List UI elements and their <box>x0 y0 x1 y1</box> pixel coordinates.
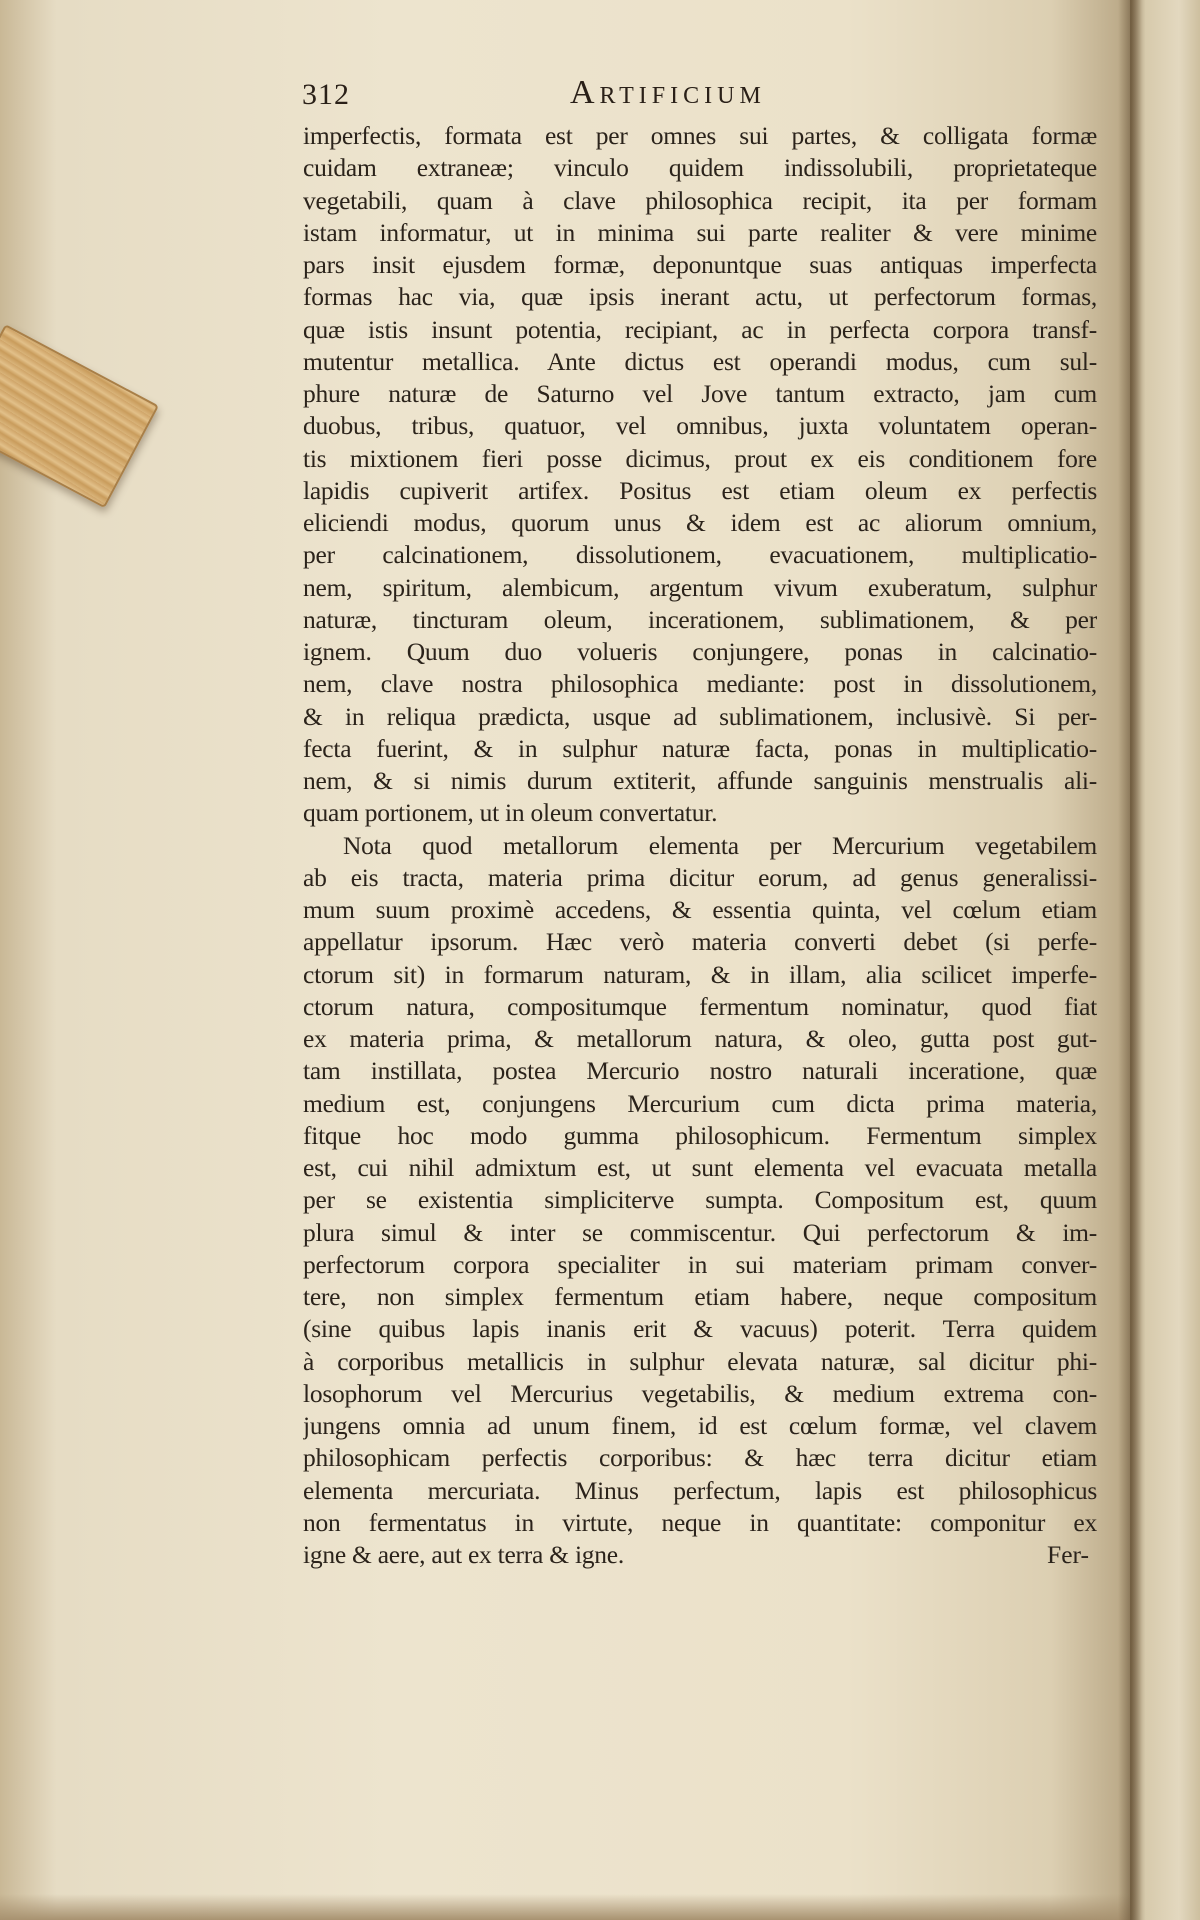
page-number: 312 <box>302 78 350 111</box>
text-line: à corporibus metallicis in sulphur elevata naturæ, sal dicitur phi- <box>303 1346 1097 1376</box>
text-line: tere, non simplex fermentum etiam habere, neque compositum <box>303 1282 1097 1311</box>
text-line: & in reliqua prædicta, usque ad sublimationem, inclusivè. Si per- <box>303 701 1097 731</box>
text-line: ctorum natura, compositumque fermentum nominatur, quod fiat <box>303 991 1097 1021</box>
page-bottom-edge <box>0 1894 1130 1920</box>
text-line: mum suum proximè accedens, & essentia quinta, vel cœlum etiam <box>303 895 1097 924</box>
text-line: tam instillata, postea Mercurio nostro naturali inceratione, quæ <box>303 1056 1097 1086</box>
text-line: fecta fuerint, & in sulphur naturæ facta, ponas in multiplicatio- <box>303 733 1097 763</box>
text-line: perfectorum corpora specialiter in sui materiam primam conver- <box>303 1249 1097 1279</box>
text-line: appellatur ipsorum. Hæc verò materia converti debet (si perfe- <box>303 927 1097 957</box>
text-line: ab eis tracta, materia prima dicitur eorum, ad genus generalissi- <box>303 862 1097 892</box>
text-line: tis mixtionem fieri posse dicimus, prout ex eis conditionem fore <box>303 443 1097 473</box>
text-line: lapidis cupiverit artifex. Positus est etiam oleum ex perfectis <box>303 475 1097 505</box>
text-line: non fermentatus in virtute, neque in quantitate: componitur ex <box>303 1507 1097 1537</box>
text-line: quæ istis insunt potentia, recipiant, ac in perfecta corpora transf- <box>303 314 1097 344</box>
text-line: ex materia prima, & metallorum natura, & oleo, gutta post gut- <box>303 1024 1097 1053</box>
catchword: Fer- <box>1047 1540 1089 1569</box>
text-line: elementa mercuriata. Minus perfectum, lapis est philosophicus <box>303 1475 1097 1505</box>
running-head: Artificium <box>570 74 766 111</box>
text-line: (sine quibus lapis inanis erit & vacuus) poterit. Terra quidem <box>303 1314 1097 1344</box>
text-line: plura simul & inter se commiscentur. Qui perfectorum & im- <box>303 1217 1097 1247</box>
wooden-page-marker <box>0 324 159 508</box>
gutter-shadow <box>1118 0 1142 1920</box>
text-line: pars insit ejusdem formæ, deponuntque suas antiquas imperfecta <box>303 250 1097 279</box>
text-line: per calcinationem, dissolutionem, evacuationem, multiplicatio- <box>303 540 1097 570</box>
last-line-row <box>303 1539 1097 1571</box>
text-line: mutentur metallica. Ante dictus est operandi modus, cum sul- <box>303 346 1097 376</box>
text-line: naturæ, tincturam oleum, incerationem, sublimationem, & per <box>303 604 1097 634</box>
text-line: duobus, tribus, quatuor, vel omnibus, juxta voluntatem operan- <box>303 411 1097 441</box>
text-line: quam portionem, ut in oleum convertatur. <box>303 798 718 828</box>
body-text <box>303 120 1097 1571</box>
text-line: phure naturæ de Saturno vel Jove tantum extracto, jam cum <box>303 379 1097 408</box>
text-line: nem, & si nimis durum extiterit, affunde sanguinis menstrualis ali- <box>303 766 1097 795</box>
page-header <box>302 68 922 120</box>
text-line: philosophicam perfectis corporibus: & hæc terra dicitur etiam <box>303 1443 1097 1473</box>
paragraph-start-line: Nota quod metallorum elementa per Mercurium vegetabilem <box>343 830 1097 860</box>
text-line: ignem. Quum duo volueris conjungere, ponas in calcinatio- <box>303 637 1097 666</box>
text-line: eliciendi modus, quorum unus & idem est ac aliorum omnium, <box>303 508 1097 537</box>
text-line: igne & aere, aut ex terra & igne. <box>303 1540 624 1569</box>
text-line: ctorum sit) in formarum naturam, & in illam, alia scilicet imperfe- <box>303 959 1097 989</box>
text-line: medium est, conjungens Mercurium cum dicta prima materia, <box>303 1088 1097 1118</box>
text-line: est, cui nihil admixtum est, ut sunt elementa vel evacuata metalla <box>303 1153 1097 1182</box>
text-line: formas hac via, quæ ipsis inerant actu, ut perfectorum formas, <box>303 282 1097 312</box>
text-line: nem, spiritum, alembicum, argentum vivum exuberatum, sulphur <box>303 572 1097 602</box>
text-line: istam informatur, ut in minima sui parte realiter & vere minime <box>303 217 1097 247</box>
text-line: nem, clave nostra philosophica mediante: post in dissolutionem, <box>303 669 1097 699</box>
text-line: jungens omnia ad unum finem, id est cœlum formæ, vel clavem <box>303 1411 1097 1440</box>
text-line: vegetabili, quam à clave philosophica recipit, ita per formam <box>303 185 1097 215</box>
text-line: imperfectis, formata est per omnes sui partes, & colligata formæ <box>303 121 1097 150</box>
text-line: fitque hoc modo gumma philosophicum. Fermentum simplex <box>303 1120 1097 1150</box>
text-line: losophorum vel Mercurius vegetabilis, & medium extrema con- <box>303 1378 1097 1408</box>
text-line: cuidam extraneæ; vinculo quidem indissolubili, proprietateque <box>303 153 1097 183</box>
text-line: per se existentia simpliciterve sumpta. Compositum est, quum <box>303 1185 1097 1215</box>
